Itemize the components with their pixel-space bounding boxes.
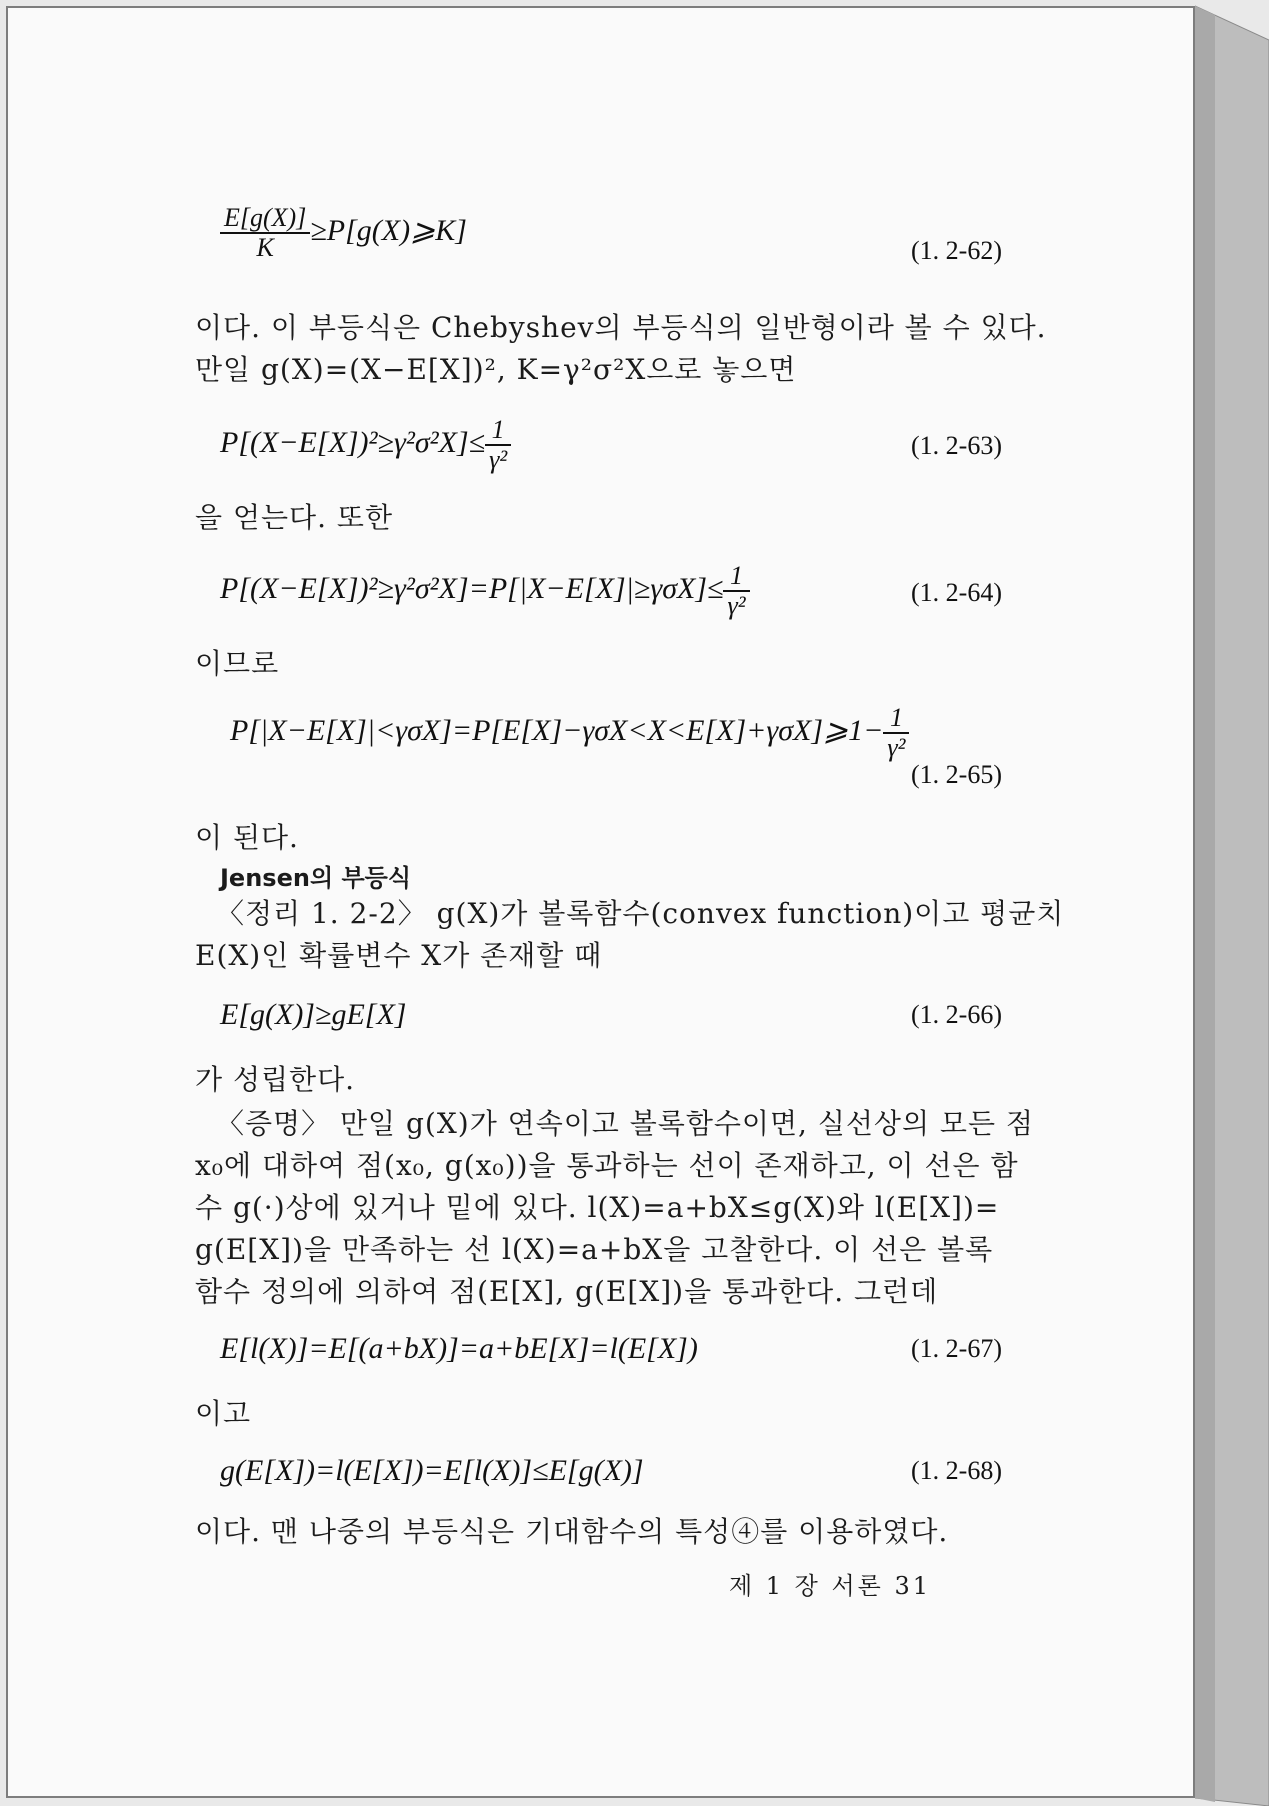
paragraph-line: 이고 — [195, 1397, 252, 1430]
paragraph-line: 이므로 — [195, 647, 280, 680]
equation-number: (1. 2-66) — [911, 1000, 1002, 1029]
theorem-line: E(X)인 확률변수 X가 존재할 때 — [195, 939, 603, 972]
equation-1-2-63: P[(X−E[X])²≥γ²σ²X]≤ $\frac{1}{\text{γ²}}$ — [220, 416, 511, 474]
equation-number: (1. 2-65) — [911, 760, 1002, 789]
theorem-line: 〈정리 1. 2-2〉 g(X)가 볼록함수(convex function)이고 평균치 — [216, 897, 1065, 930]
paragraph-line: 을 얻는다. 또한 — [195, 501, 393, 534]
section-heading: Jensen의 부등식 — [220, 864, 412, 892]
proof-line: 함수 정의에 의하여 점(E[X], g(E[X])을 통과한다. 그런데 — [195, 1275, 939, 1308]
book-page — [6, 6, 1195, 1798]
paragraph-line: 가 성립한다. — [195, 1063, 356, 1096]
paragraph-line: 만일 g(X)=(X−E[X])², K=γ²σ²X으로 놓으면 — [195, 353, 797, 386]
fraction: $\frac{1}{\text{γ²}}$ — [723, 562, 749, 620]
equation-number: (1. 2-64) — [911, 578, 1002, 607]
proof-line: g(E[X])을 만족하는 선 l(X)=a+bX을 고찰한다. 이 선은 볼록 — [195, 1233, 994, 1266]
proof-line: x₀에 대하여 점(x₀, g(x₀))을 통과하는 선이 존재하고, 이 선은 함 — [195, 1149, 1019, 1182]
equation-1-2-65: P[|X−E[X]|<γσX]=P[E[X]−γσX<X<E[X]+γσX]⩾1− $\frac{1}{\text{γ²}}$ — [230, 704, 909, 762]
page-footer: 제 1 장 서론 31 — [728, 1572, 931, 1600]
equation-1-2-67: E[l(X)]=E[(a+bX)]=a+bE[X]=l(E[X]) — [220, 1332, 698, 1365]
equation-1-2-64: P[(X−E[X])²≥γ²σ²X]=P[|X−E[X]|≥γσX]≤ $\frac{1}{\text{γ²}}$ — [220, 562, 750, 620]
paragraph-line: 이 된다. — [195, 821, 299, 854]
fraction: $\frac{E[g(X)]}{K}$ — [220, 204, 310, 262]
equation-1-2-68: g(E[X])=l(E[X])=E[l(X)]≤E[g(X)] — [220, 1454, 644, 1487]
equation-1-2-66: E[g(X)]≥gE[X] — [220, 998, 407, 1031]
equation-number: (1. 2-63) — [911, 431, 1002, 460]
fraction: $\frac{1}{\text{γ²}}$ — [883, 704, 909, 762]
equation-1-2-62: $\frac{E[g(X)]}{K}$ ≥P[g(X)⩾K] — [220, 204, 467, 262]
proof-line: 〈증명〉 만일 g(X)가 연속이고 볼록함수이면, 실선상의 모든 점 — [216, 1107, 1034, 1140]
equation-number: (1. 2-67) — [911, 1334, 1002, 1363]
equation-number: (1. 2-62) — [911, 236, 1002, 265]
paragraph-line: 이다. 맨 나중의 부등식은 기대함수의 특성④를 이용하였다. — [195, 1515, 949, 1548]
equation-number: (1. 2-68) — [911, 1456, 1002, 1485]
proof-line: 수 g(·)상에 있거나 밑에 있다. l(X)=a+bX≤g(X)와 l(E[X])= — [195, 1191, 1000, 1224]
paragraph-line: 이다. 이 부등식은 Chebyshev의 부등식의 일반형이라 볼 수 있다. — [195, 311, 1047, 344]
book-edge — [1195, 0, 1269, 1806]
fraction: $\frac{1}{\text{γ²}}$ — [485, 416, 511, 474]
